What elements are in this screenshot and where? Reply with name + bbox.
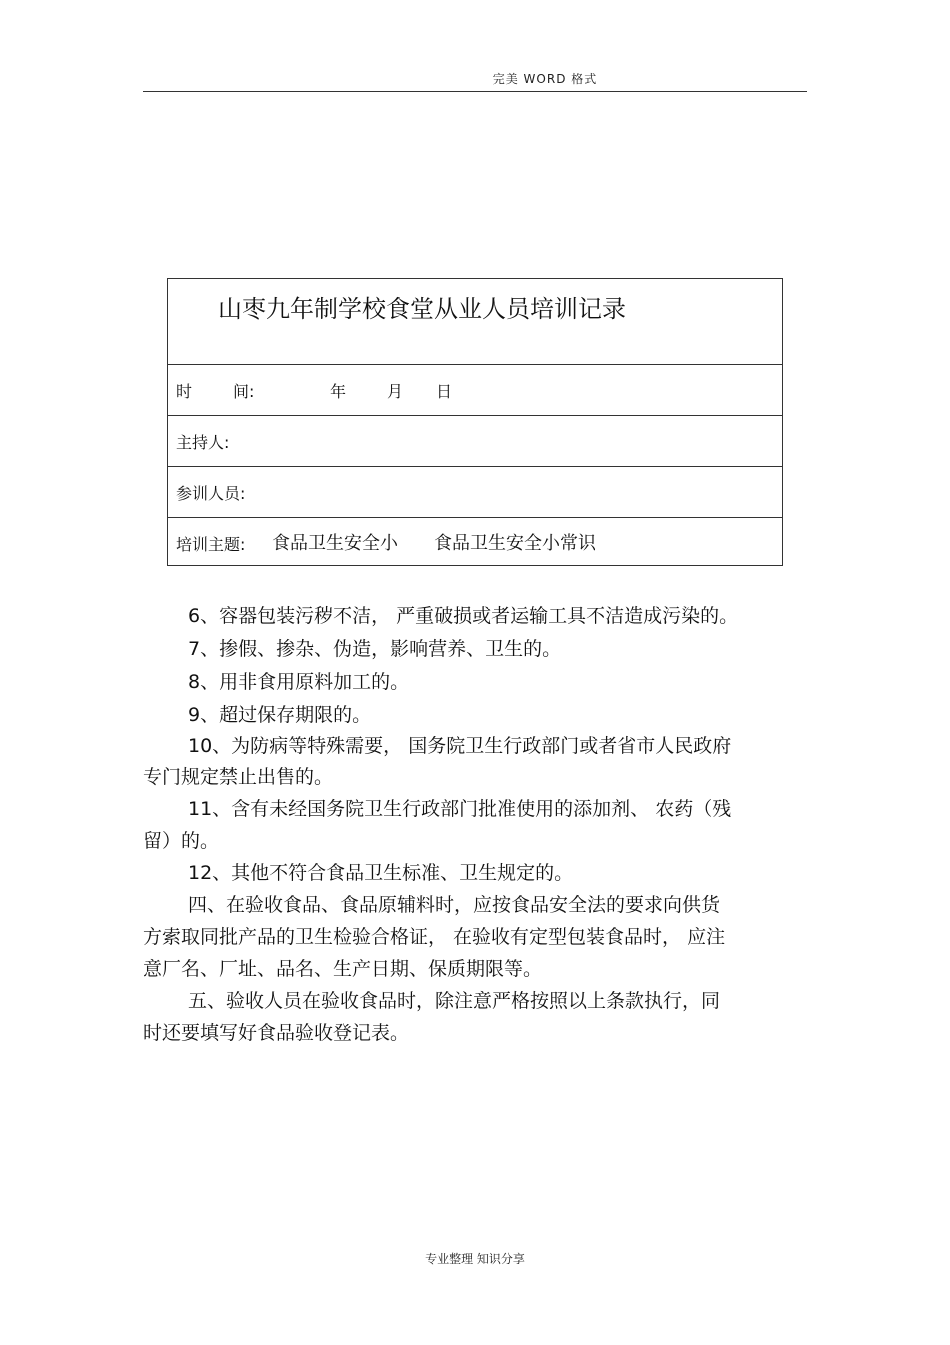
- body-line: 10、为防病等特殊需要， 国务院卫生行政部门或者省市人民政府: [188, 735, 732, 757]
- body-line: 意厂名、厂址、品名、生产日期、保质期限等。: [143, 958, 543, 980]
- body-line: 四、在验收食品、食品原辅料时，应按食品安全法的要求向供货: [188, 894, 721, 916]
- body-line: 7、掺假、掺杂、伪造，影响营养、卫生的。: [188, 638, 562, 660]
- host-label: 主持人:: [176, 433, 230, 452]
- topic-value-2: 食品卫生安全小常识: [434, 533, 596, 554]
- body-line: 6、容器包装污秽不洁， 严重破损或者运输工具不洁造成污染的。: [188, 605, 739, 627]
- year-label: 年: [330, 382, 347, 401]
- body-line: 时还要填写好食品验收登记表。: [143, 1022, 410, 1044]
- time-label-1: 时: [176, 382, 193, 401]
- table-title: 山枣九年制学校食堂从业人员培训记录: [218, 295, 626, 323]
- body-line: 8、用非食用原料加工的。: [188, 671, 410, 693]
- time-label-2: 间:: [233, 382, 255, 401]
- topic-label: 培训主题:: [176, 535, 246, 554]
- body-line: 专门规定禁止出售的。: [143, 766, 334, 788]
- body-line: 方索取同批产品的卫生检验合格证， 在验收有定型包装食品时， 应注: [143, 926, 726, 948]
- body-line: 五、验收人员在验收食品时，除注意严格按照以上条款执行，同: [188, 990, 721, 1012]
- participants-label: 参训人员:: [176, 484, 246, 503]
- body-line: 11、含有未经国务院卫生行政部门批准使用的添加剂、 农药（残: [188, 798, 732, 820]
- body-line: 留）的。: [143, 830, 220, 852]
- body-line: 12、其他不符合食品卫生标准、卫生规定的。: [188, 862, 574, 884]
- header-text: 完美 WORD 格式: [492, 72, 598, 86]
- page-footer: 专业整理 知识分享: [425, 1252, 525, 1266]
- body-line: 9、超过保存期限的。: [188, 704, 372, 726]
- topic-value-1: 食品卫生安全小: [272, 533, 398, 554]
- month-label: 月: [387, 382, 404, 401]
- day-label: 日: [436, 382, 453, 401]
